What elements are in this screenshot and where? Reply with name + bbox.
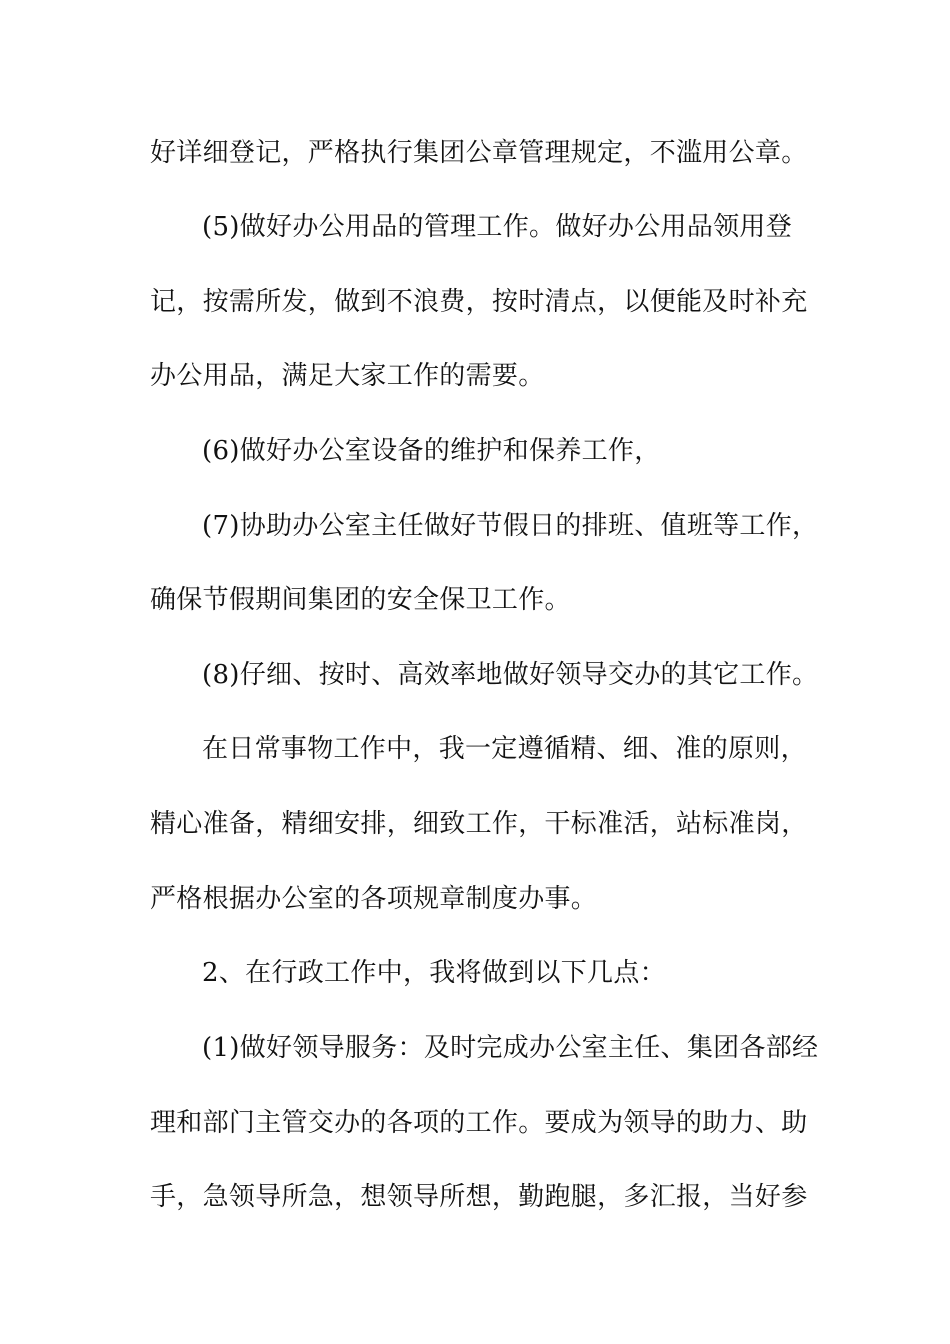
text-line: 精心准备，精细安排，细致工作，干标准活，站标准岗， — [150, 809, 808, 839]
text-line: 确保节假期间集团的安全保卫工作。 — [150, 585, 571, 615]
text-line: 办公用品，满足大家工作的需要。 — [150, 361, 545, 391]
text-line: 2、在行政工作中，我将做到以下几点： — [202, 958, 666, 988]
text-line: 理和部门主管交办的各项的工作。要成为领导的助力、助 — [150, 1108, 808, 1138]
text-line: 手，急领导所急，想领导所想，勤跑腿，多汇报，当好参 — [150, 1182, 808, 1212]
text-line: (5)做好办公用品的管理工作。做好办公用品领用登 — [202, 212, 793, 242]
text-line: 记，按需所发，做到不浪费，按时清点，以便能及时补充 — [150, 287, 808, 317]
text-line: 好详细登记，严格执行集团公章管理规定，不滥用公章。 — [150, 138, 808, 168]
text-line: (8)仔细、按时、高效率地做好领导交办的其它工作。 — [202, 660, 819, 690]
text-line: (6)做好办公室设备的维护和保养工作， — [202, 436, 661, 466]
text-line: 在日常事物工作中，我一定遵循精、细、准的原则， — [202, 734, 807, 764]
text-line: (1)做好领导服务：及时完成办公室主任、集团各部经 — [202, 1033, 819, 1063]
text-line: 严格根据办公室的各项规章制度办事。 — [150, 884, 598, 914]
text-line: (7)协助办公室主任做好节假日的排班、值班等工作， — [202, 511, 819, 541]
